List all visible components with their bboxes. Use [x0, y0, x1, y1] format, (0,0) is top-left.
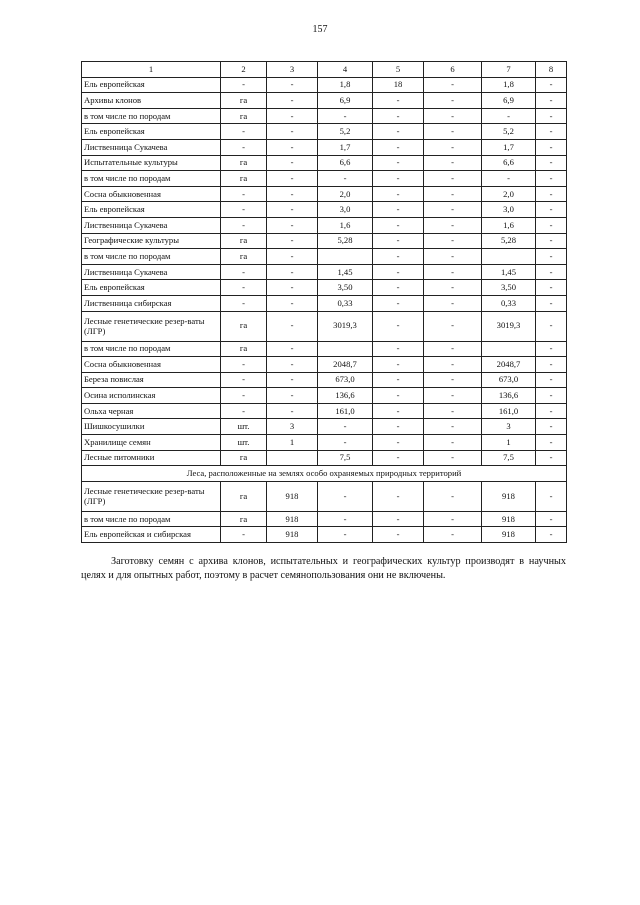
- table-cell: -: [424, 388, 482, 404]
- table-cell: -: [221, 372, 267, 388]
- table-cell: 673,0: [318, 372, 373, 388]
- table-cell: 5,28: [318, 233, 373, 249]
- table-cell: 918: [482, 527, 536, 543]
- table-row: [82, 481, 567, 511]
- table-cell: 918: [482, 511, 536, 527]
- table-cell: -: [267, 124, 318, 140]
- row-label: Ель европейская: [82, 124, 221, 140]
- table-cell: 1,6: [482, 217, 536, 233]
- table-row: [82, 372, 567, 388]
- table-row: [82, 202, 567, 218]
- table-cell: -: [536, 435, 567, 451]
- table-cell: -: [221, 527, 267, 543]
- table-cell: 1,7: [318, 139, 373, 155]
- table-cell: -: [536, 295, 567, 311]
- table-cell: -: [373, 419, 424, 435]
- table-cell: [318, 249, 373, 265]
- table-cell: 6,6: [482, 155, 536, 171]
- table-cell: га: [221, 511, 267, 527]
- table-cell: -: [267, 217, 318, 233]
- section-title: Леса, расположенные на землях особо охраняемых природных территорий: [82, 466, 567, 482]
- table-cell: шт.: [221, 419, 267, 435]
- table-cell: 3,50: [318, 280, 373, 296]
- table-cell: -: [318, 171, 373, 187]
- table-cell: -: [536, 511, 567, 527]
- row-label: Лесные питомники: [82, 450, 221, 466]
- table-cell: -: [318, 108, 373, 124]
- table-cell: -: [424, 280, 482, 296]
- table-cell: -: [318, 481, 373, 511]
- table-cell: -: [424, 481, 482, 511]
- row-label: Географические культуры: [82, 233, 221, 249]
- table-cell: 1,7: [482, 139, 536, 155]
- table-cell: -: [424, 357, 482, 373]
- table-row: [82, 311, 567, 341]
- table-cell: га: [221, 341, 267, 357]
- table-cell: 918: [267, 511, 318, 527]
- table-cell: -: [373, 155, 424, 171]
- table-row: [82, 264, 567, 280]
- table-cell: 3,0: [318, 202, 373, 218]
- table-cell: -: [482, 108, 536, 124]
- table-cell: га: [221, 450, 267, 466]
- section-row: [82, 466, 567, 482]
- row-label: Лиственница Сукачева: [82, 217, 221, 233]
- table-row: [82, 280, 567, 296]
- table-cell: -: [424, 419, 482, 435]
- row-label: Шишкосушилки: [82, 419, 221, 435]
- table-cell: 2048,7: [318, 357, 373, 373]
- table-cell: -: [373, 280, 424, 296]
- table-cell: -: [221, 264, 267, 280]
- table-cell: -: [267, 280, 318, 296]
- table-row: [82, 186, 567, 202]
- row-label: Сосна обыкновенная: [82, 186, 221, 202]
- table-cell: 1: [482, 435, 536, 451]
- table-cell: -: [221, 217, 267, 233]
- table-cell: 7,5: [482, 450, 536, 466]
- table-cell: -: [536, 108, 567, 124]
- table-cell: -: [536, 527, 567, 543]
- table-cell: -: [424, 264, 482, 280]
- table-cell: 136,6: [482, 388, 536, 404]
- table-cell: 1,8: [482, 77, 536, 93]
- table-cell: -: [536, 233, 567, 249]
- table-cell: -: [221, 280, 267, 296]
- table-cell: [267, 450, 318, 466]
- table-cell: -: [536, 171, 567, 187]
- table-cell: -: [536, 357, 567, 373]
- table-cell: -: [373, 511, 424, 527]
- table-cell: -: [536, 311, 567, 341]
- table-row: [82, 233, 567, 249]
- table-cell: 2048,7: [482, 357, 536, 373]
- table-row: [82, 249, 567, 265]
- table-cell: -: [536, 280, 567, 296]
- table-cell: -: [373, 264, 424, 280]
- table-cell: 18: [373, 77, 424, 93]
- table-cell: -: [221, 388, 267, 404]
- table-row: [82, 403, 567, 419]
- table-cell: 3,0: [482, 202, 536, 218]
- table-cell: 7,5: [318, 450, 373, 466]
- row-label: Хранилище семян: [82, 435, 221, 451]
- table-row: [82, 419, 567, 435]
- row-label: Лиственница сибирская: [82, 295, 221, 311]
- table-cell: -: [424, 372, 482, 388]
- row-label: Ель европейская: [82, 280, 221, 296]
- table-cell: 918: [267, 527, 318, 543]
- table-cell: -: [267, 93, 318, 109]
- table-cell: 6,9: [318, 93, 373, 109]
- row-label: в том числе по породам: [82, 249, 221, 265]
- table-cell: -: [536, 139, 567, 155]
- table-cell: -: [424, 124, 482, 140]
- table-row: [82, 139, 567, 155]
- row-label: Испытательные культуры: [82, 155, 221, 171]
- table-cell: га: [221, 481, 267, 511]
- column-header: 3: [267, 62, 318, 78]
- table-cell: -: [536, 481, 567, 511]
- table-cell: га: [221, 108, 267, 124]
- table-cell: -: [536, 341, 567, 357]
- table-cell: -: [267, 249, 318, 265]
- row-label: в том числе по породам: [82, 511, 221, 527]
- table-cell: -: [267, 295, 318, 311]
- table-cell: -: [536, 124, 567, 140]
- table-cell: -: [221, 124, 267, 140]
- column-header: 2: [221, 62, 267, 78]
- table-cell: 0,33: [482, 295, 536, 311]
- table-cell: -: [536, 93, 567, 109]
- table-cell: -: [267, 155, 318, 171]
- table-header-row: [82, 62, 567, 78]
- table-cell: -: [267, 388, 318, 404]
- table-cell: 6,9: [482, 93, 536, 109]
- table-cell: га: [221, 249, 267, 265]
- table-cell: -: [373, 217, 424, 233]
- table-cell: 5,28: [482, 233, 536, 249]
- table-cell: -: [373, 481, 424, 511]
- column-header: 4: [318, 62, 373, 78]
- table-cell: -: [424, 186, 482, 202]
- table-cell: -: [267, 341, 318, 357]
- table-cell: -: [221, 403, 267, 419]
- table-row: [82, 108, 567, 124]
- table-cell: -: [373, 357, 424, 373]
- column-header: 8: [536, 62, 567, 78]
- table-row: [82, 527, 567, 543]
- table-cell: 2,0: [482, 186, 536, 202]
- table-cell: га: [221, 233, 267, 249]
- table-cell: -: [424, 511, 482, 527]
- table-row: [82, 171, 567, 187]
- row-label: в том числе по породам: [82, 341, 221, 357]
- table-cell: -: [424, 450, 482, 466]
- table-cell: -: [424, 171, 482, 187]
- table-cell: 0,33: [318, 295, 373, 311]
- table-cell: -: [424, 403, 482, 419]
- table-cell: [318, 341, 373, 357]
- table-cell: -: [536, 186, 567, 202]
- table-cell: -: [536, 202, 567, 218]
- table-row: [82, 217, 567, 233]
- row-label: Сосна обыкновенная: [82, 357, 221, 373]
- table-cell: шт.: [221, 435, 267, 451]
- page-number: 157: [312, 24, 328, 35]
- table-cell: -: [267, 233, 318, 249]
- row-label: Осина исполинская: [82, 388, 221, 404]
- table-cell: 3019,3: [318, 311, 373, 341]
- table-cell: -: [424, 217, 482, 233]
- table-cell: -: [373, 388, 424, 404]
- table-cell: 918: [482, 481, 536, 511]
- table-cell: -: [373, 108, 424, 124]
- table-cell: -: [536, 77, 567, 93]
- row-label: Береза повислая: [82, 372, 221, 388]
- table-cell: -: [221, 357, 267, 373]
- table-cell: -: [424, 311, 482, 341]
- table-cell: -: [373, 372, 424, 388]
- table-cell: 2,0: [318, 186, 373, 202]
- table-row: [82, 435, 567, 451]
- table-cell: 918: [267, 481, 318, 511]
- table-cell: -: [482, 171, 536, 187]
- table-cell: -: [267, 311, 318, 341]
- table-row: [82, 295, 567, 311]
- table-cell: -: [221, 139, 267, 155]
- table-cell: -: [424, 295, 482, 311]
- table-row: [82, 341, 567, 357]
- table-cell: -: [424, 108, 482, 124]
- table-cell: 5,2: [318, 124, 373, 140]
- table-cell: -: [373, 171, 424, 187]
- table-cell: -: [267, 139, 318, 155]
- table-cell: -: [373, 295, 424, 311]
- table-cell: 161,0: [482, 403, 536, 419]
- table-cell: -: [424, 93, 482, 109]
- table-cell: га: [221, 311, 267, 341]
- table-row: [82, 77, 567, 93]
- table-cell: -: [318, 527, 373, 543]
- table-row: [82, 388, 567, 404]
- table-row: [82, 511, 567, 527]
- row-label: Ольха черная: [82, 403, 221, 419]
- table-cell: -: [373, 450, 424, 466]
- table-cell: -: [536, 450, 567, 466]
- row-label: Архивы клонов: [82, 93, 221, 109]
- table-cell: -: [221, 186, 267, 202]
- row-label: Ель европейская и сибирская: [82, 527, 221, 543]
- row-label: Лесные генетические резер-ваты (ЛГР): [82, 481, 221, 511]
- table-cell: 1,6: [318, 217, 373, 233]
- table-cell: -: [536, 403, 567, 419]
- table-cell: [482, 249, 536, 265]
- table-cell: 161,0: [318, 403, 373, 419]
- row-label: в том числе по породам: [82, 108, 221, 124]
- table-cell: -: [373, 311, 424, 341]
- table-cell: -: [373, 403, 424, 419]
- table-row: [82, 124, 567, 140]
- table-cell: 6,6: [318, 155, 373, 171]
- row-label: Лиственница Сукачева: [82, 139, 221, 155]
- table-cell: -: [267, 403, 318, 419]
- row-label: Лиственница Сукачева: [82, 264, 221, 280]
- table-cell: -: [267, 108, 318, 124]
- table-cell: -: [424, 527, 482, 543]
- table-cell: -: [424, 435, 482, 451]
- column-header: 5: [373, 62, 424, 78]
- table-cell: -: [424, 202, 482, 218]
- table-cell: 3019,3: [482, 311, 536, 341]
- table-cell: -: [267, 171, 318, 187]
- table-cell: -: [221, 295, 267, 311]
- table-cell: га: [221, 171, 267, 187]
- table-cell: -: [373, 435, 424, 451]
- table-cell: -: [373, 139, 424, 155]
- table-cell: -: [221, 202, 267, 218]
- table-cell: -: [424, 249, 482, 265]
- table-cell: -: [267, 264, 318, 280]
- table-cell: -: [267, 372, 318, 388]
- table-cell: -: [536, 264, 567, 280]
- table-cell: -: [424, 233, 482, 249]
- table-cell: 673,0: [482, 372, 536, 388]
- table-cell: -: [318, 419, 373, 435]
- table-cell: -: [424, 155, 482, 171]
- table-cell: [482, 341, 536, 357]
- table-cell: га: [221, 93, 267, 109]
- table-cell: 3: [267, 419, 318, 435]
- table-row: [82, 155, 567, 171]
- table-cell: -: [373, 249, 424, 265]
- table-cell: -: [373, 202, 424, 218]
- table-cell: -: [536, 155, 567, 171]
- table-row: [82, 450, 567, 466]
- table-cell: -: [536, 217, 567, 233]
- table-cell: -: [318, 511, 373, 527]
- table-cell: га: [221, 155, 267, 171]
- table-cell: 1,8: [318, 77, 373, 93]
- table-cell: -: [536, 419, 567, 435]
- table-cell: -: [424, 77, 482, 93]
- column-header: 1: [82, 62, 221, 78]
- table-cell: -: [373, 341, 424, 357]
- column-header: 6: [424, 62, 482, 78]
- table-cell: -: [536, 249, 567, 265]
- table-cell: 136,6: [318, 388, 373, 404]
- table-cell: 1,45: [318, 264, 373, 280]
- table-row: [82, 93, 567, 109]
- table-cell: -: [373, 527, 424, 543]
- table-row: [82, 357, 567, 373]
- table-cell: -: [373, 186, 424, 202]
- table-cell: -: [318, 435, 373, 451]
- table-cell: -: [536, 372, 567, 388]
- table-cell: -: [424, 341, 482, 357]
- footnote-paragraph: Заготовку семян с архива клонов, испытательных и географических культур производят в научных целях и для опытных работ, поэтому в расчет семянопользования они не включены.: [81, 556, 566, 582]
- table-cell: 3: [482, 419, 536, 435]
- table-cell: -: [373, 124, 424, 140]
- table-cell: 1: [267, 435, 318, 451]
- table-cell: 3,50: [482, 280, 536, 296]
- seed-base-table: [81, 61, 567, 543]
- table-cell: -: [536, 388, 567, 404]
- column-header: 7: [482, 62, 536, 78]
- table-cell: 5,2: [482, 124, 536, 140]
- table-cell: -: [267, 77, 318, 93]
- table-cell: -: [267, 186, 318, 202]
- row-label: Лесные генетические резер-ваты (ЛГР): [82, 311, 221, 341]
- row-label: Ель европейская: [82, 77, 221, 93]
- table-cell: -: [373, 233, 424, 249]
- table-cell: -: [267, 202, 318, 218]
- row-label: Ель европейская: [82, 202, 221, 218]
- table-cell: -: [373, 93, 424, 109]
- table-cell: -: [267, 357, 318, 373]
- table-cell: 1,45: [482, 264, 536, 280]
- table-cell: -: [424, 139, 482, 155]
- table-cell: -: [221, 77, 267, 93]
- row-label: в том числе по породам: [82, 171, 221, 187]
